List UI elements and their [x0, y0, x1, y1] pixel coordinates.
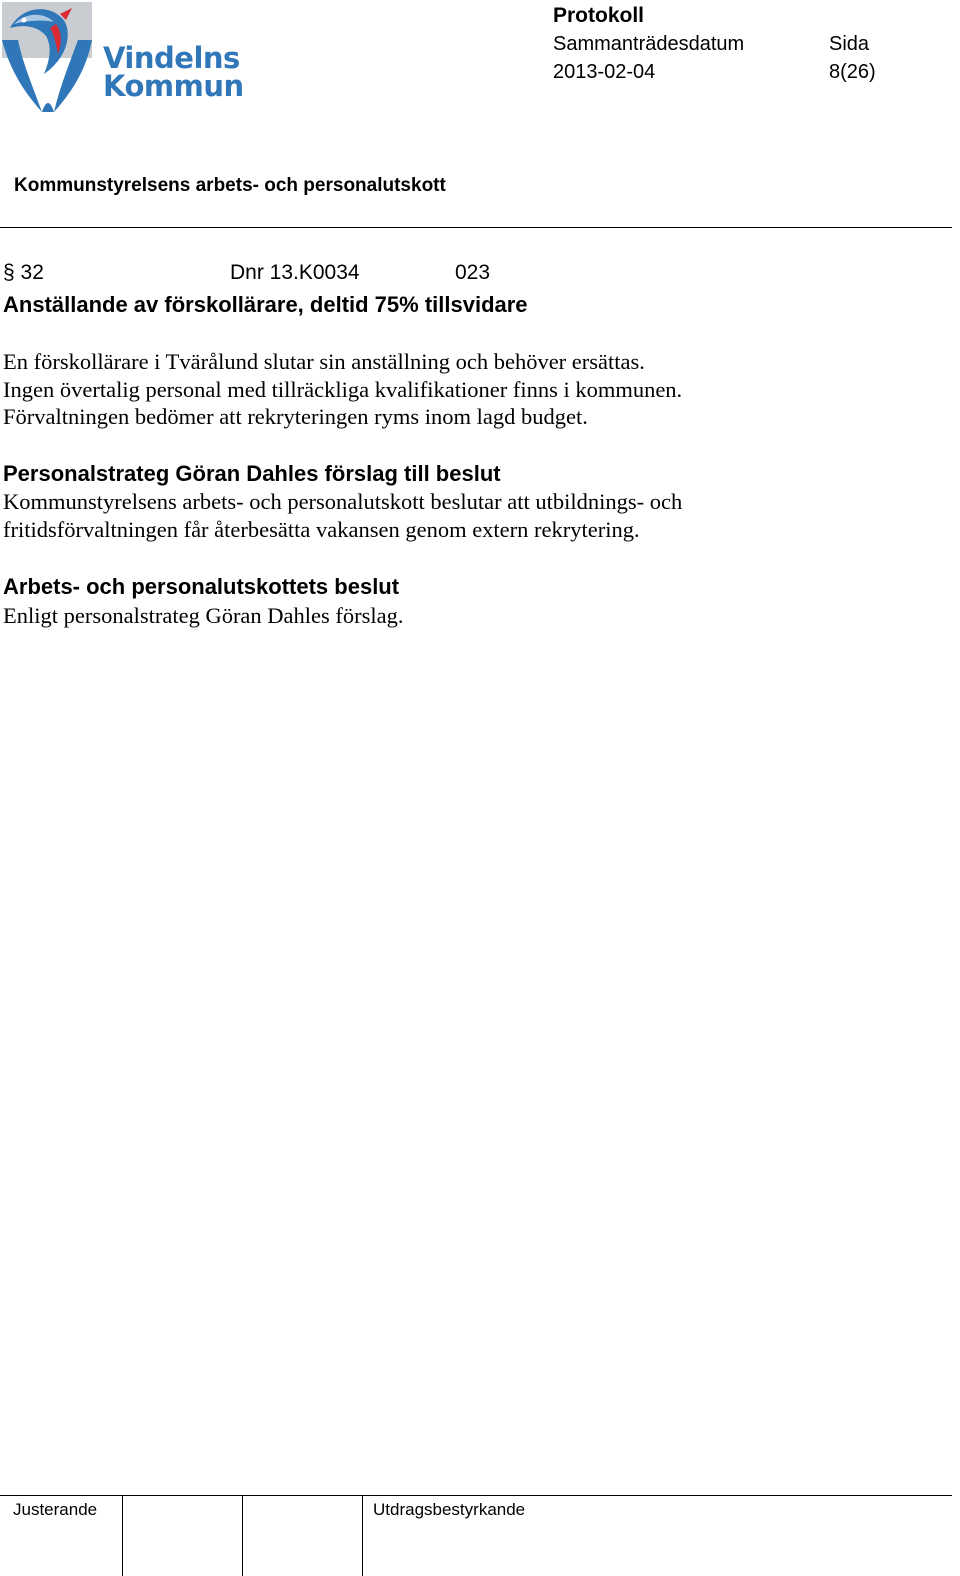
- decision-text: Enligt personalstrateg Göran Dahles förslag.: [3, 603, 404, 628]
- meeting-date-label: Sammanträdesdatum: [553, 33, 745, 55]
- item-background-text: En förskollärare i Tvärålund slutar sin anställning och behöver ersättas. Ingen övertalig personal med tillräckliga kvalifikationer finns i kommunen. Förvaltningen bedömer att rekryteringen ryms inom lagd budget.: [3, 349, 683, 429]
- meeting-date-value: 2013-02-04: [553, 61, 656, 83]
- municipality-logo: [0, 0, 250, 118]
- case-number: Dnr 13.K0034: [230, 261, 360, 284]
- proposal-heading: Personalstrateg Göran Dahles förslag till beslut: [3, 461, 501, 486]
- footer-divider: [0, 1495, 952, 1496]
- adjuster-label: Justerande: [13, 1500, 98, 1519]
- signature-box-divider: [362, 1495, 363, 1576]
- paragraph-number: § 32: [3, 261, 44, 284]
- header-divider: [0, 227, 952, 228]
- document-type: Protokoll: [553, 4, 645, 27]
- extract-certification-label: Utdragsbestyrkande: [373, 1500, 526, 1519]
- proposal-text: Kommunstyrelsens arbets- och personalutskott beslutar att utbildnings- och fritidsförvaltningen får återbesätta vakansen genom extern rekrytering.: [3, 489, 683, 542]
- logo-text-line1: Vindelns: [103, 41, 240, 75]
- fish-emblem-icon: [0, 0, 100, 118]
- page-number: 8(26): [829, 61, 876, 83]
- logo-wordmark: [103, 41, 244, 103]
- signature-box-divider: [122, 1495, 123, 1576]
- signature-box-divider: [242, 1495, 243, 1576]
- decision-heading: Arbets- och personalutskottets beslut: [3, 574, 400, 599]
- archive-code: 023: [455, 261, 491, 284]
- item-title: Anställande av förskollärare, deltid 75% tillsvidare: [3, 292, 528, 317]
- committee-name: Kommunstyrelsens arbets- och personalutskott: [14, 175, 446, 196]
- logo-text-line2: Kommun: [103, 69, 244, 103]
- page-label: Sida: [829, 33, 870, 55]
